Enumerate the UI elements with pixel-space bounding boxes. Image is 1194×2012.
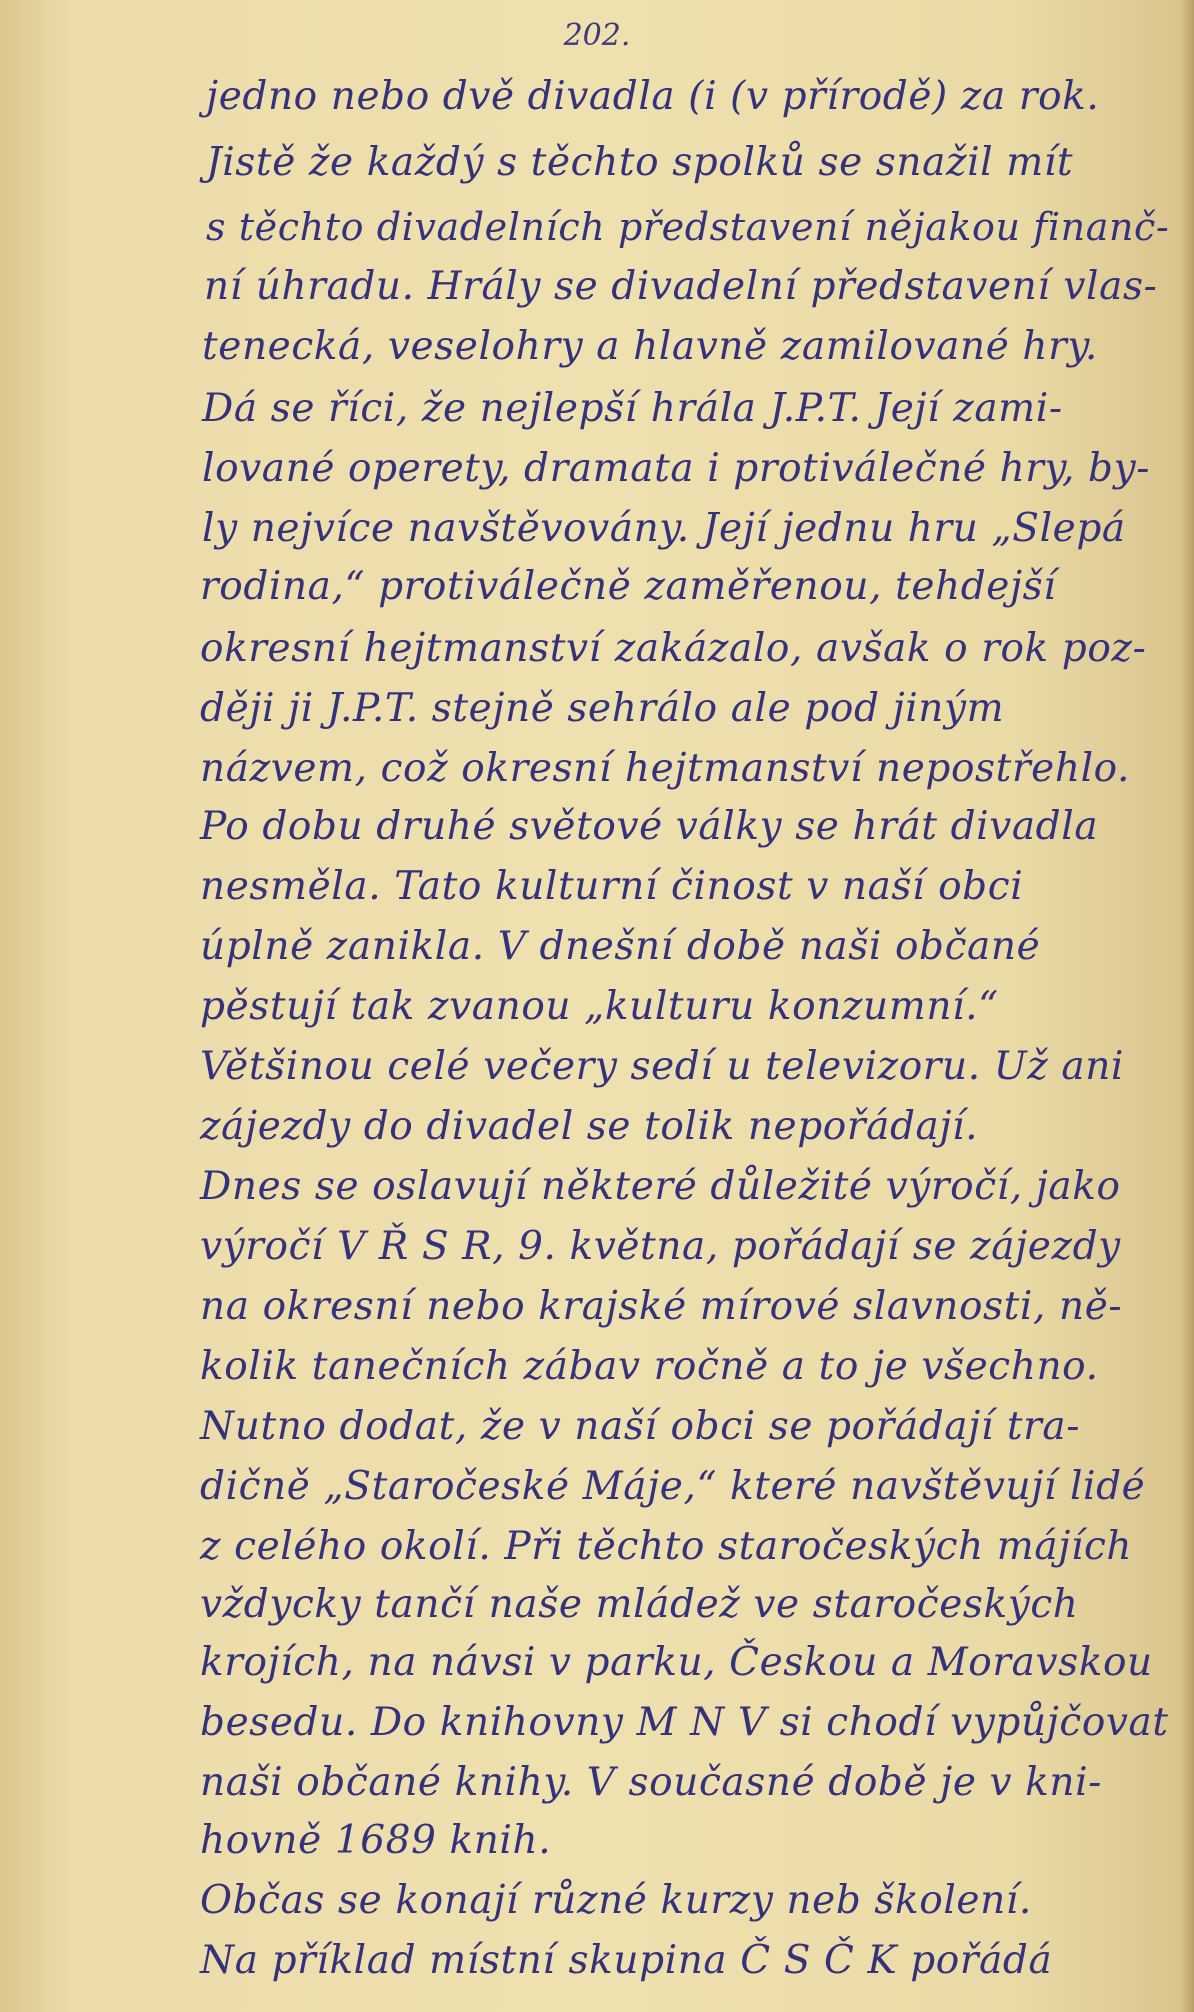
text-line: tenecká, veselohry a hlavně zamilované hry. xyxy=(202,324,1098,369)
text-line: naši občané knihy. V současné době je v kni- xyxy=(200,1760,1102,1805)
text-line: kolik tanečních zábav ročně a to je všechno. xyxy=(200,1344,1099,1389)
text-line: ději ji J.P.T. stejně sehrálo ale pod jiným xyxy=(200,686,1005,731)
text-line: Občas se konají různé kurzy neb školení. xyxy=(200,1878,1032,1923)
text-line: Nutno dodat, že v naší obci se pořádají tra- xyxy=(200,1404,1081,1449)
text-line: pěstují tak zvanou „kulturu konzumní.“ xyxy=(200,984,999,1029)
page-number: 202. xyxy=(563,18,631,53)
text-line: besedu. Do knihovny M N V si chodí vypůjčovat xyxy=(200,1700,1169,1745)
text-line: krojích, na návsi v parku, Českou a Moravskou xyxy=(200,1640,1153,1685)
text-line: dičně „Staročeské Máje,“ které navštěvují lidé xyxy=(200,1464,1146,1509)
text-line: okresní hejtmanství zakázalo, avšak o rok poz- xyxy=(200,626,1147,671)
text-line: ly nejvíce navštěvovány. Její jednu hru „Slepá xyxy=(202,506,1126,551)
text-line: s těchto divadelních představení nějakou finanč- xyxy=(206,205,1170,249)
text-line: jedno nebo dvě divadla (i (v přírodě) za rok. xyxy=(206,74,1100,119)
text-line: zájezdy do divadel se tolik nepořádají. xyxy=(200,1104,979,1149)
text-line: výročí V Ř S R, 9. května, pořádají se zájezdy xyxy=(200,1224,1121,1269)
text-line: Na příklad místní skupina Č S Č K pořádá xyxy=(200,1938,1053,1983)
text-line: na okresní nebo krajské mírové slavnosti, ně- xyxy=(200,1284,1123,1329)
text-line: z celého okolí. Při těchto staročeských májích xyxy=(200,1524,1133,1569)
text-line: vždycky tančí naše mládež ve staročeských xyxy=(200,1582,1079,1627)
text-line: nesměla. Tato kulturní činost v naší obci xyxy=(200,864,1024,909)
text-line: Většinou celé večery sedí u televizoru. Už ani xyxy=(200,1044,1125,1089)
text-line: úplně zanikla. V dnešní době naši občané xyxy=(200,924,1041,969)
text-line: hovně 1689 knih. xyxy=(200,1818,552,1863)
text-line: Po dobu druhé světové války se hrát divadla xyxy=(200,804,1099,849)
text-line: rodina,“ protiválečně zaměřenou, tehdejší xyxy=(200,564,1057,609)
text-line: Jistě že každý s těchto spolků se snažil mít xyxy=(206,140,1074,185)
text-line: Dá se říci, že nejlepší hrála J.P.T. Její zami- xyxy=(202,386,1063,431)
text-line: názvem, což okresní hejtmanství nepostřehlo. xyxy=(200,746,1131,791)
text-line: ní úhradu. Hrály se divadelní představení vlas- xyxy=(204,264,1158,309)
text-line: lované operety, dramata i protiválečné hry, by- xyxy=(202,446,1150,491)
text-line: Dnes se oslavují některé důležité výročí, jako xyxy=(200,1164,1121,1209)
